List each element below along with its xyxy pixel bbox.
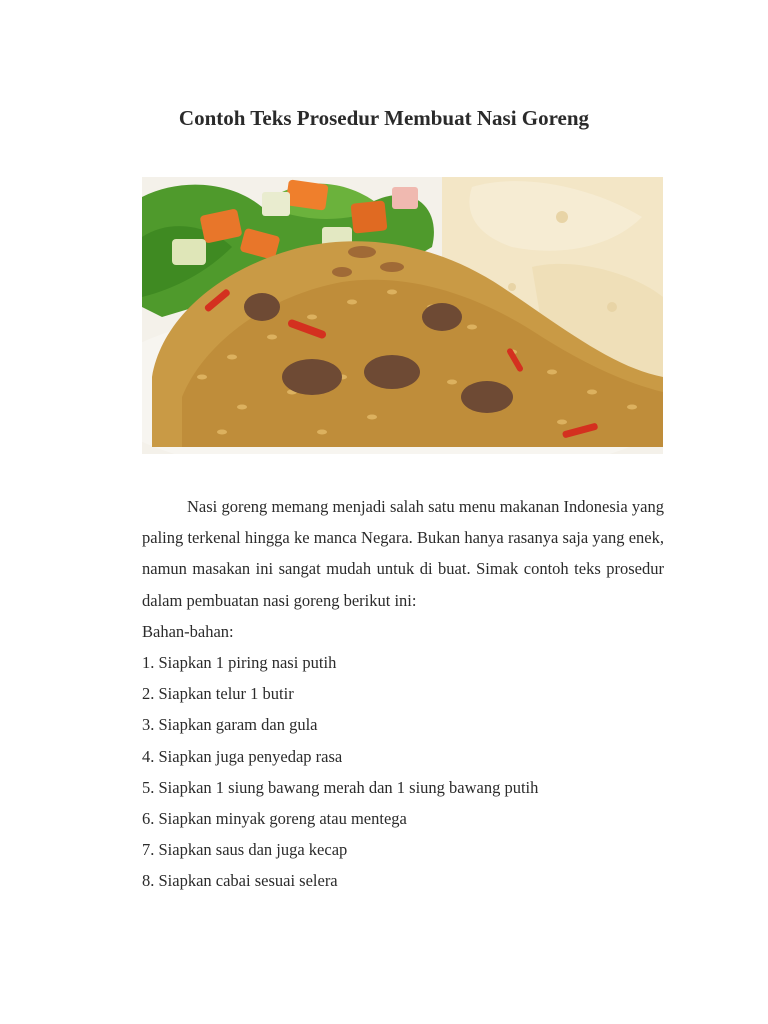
document-body [142,491,664,897]
list-item: 1. Siapkan 1 piring nasi putih [142,653,337,673]
list-item: 4. Siapkan juga penyedap rasa [142,746,343,766]
list-item: 6. Siapkan minyak goreng atau mentega [142,809,407,829]
list-item: 2. Siapkan telur 1 butir [142,684,294,704]
ingredients-heading: Bahan-bahan: [142,621,234,641]
nasi-goreng-photo [142,177,663,454]
list-item: 7. Siapkan saus dan juga kecap [142,840,348,860]
list-item: 8. Siapkan cabai sesuai selera [142,871,338,891]
intro-paragraph: Nasi goreng memang menjadi salah satu menu makanan Indonesia yang paling terkenal hingga ke manca Negara. Bukan hanya rasanya saja yang enek, namun masakan ini sangat mudah untuk di buat. Simak contoh teks prosedur dalam pembuatan nasi goreng berikut ini: [142,497,664,610]
ingredients-list [142,647,664,897]
list-item: 5. Siapkan 1 siung bawang merah dan 1 siung bawang putih [142,777,539,797]
document-title: Contoh Teks Prosedur Membuat Nasi Goreng [178,106,590,130]
list-item: 3. Siapkan garam dan gula [142,715,318,735]
